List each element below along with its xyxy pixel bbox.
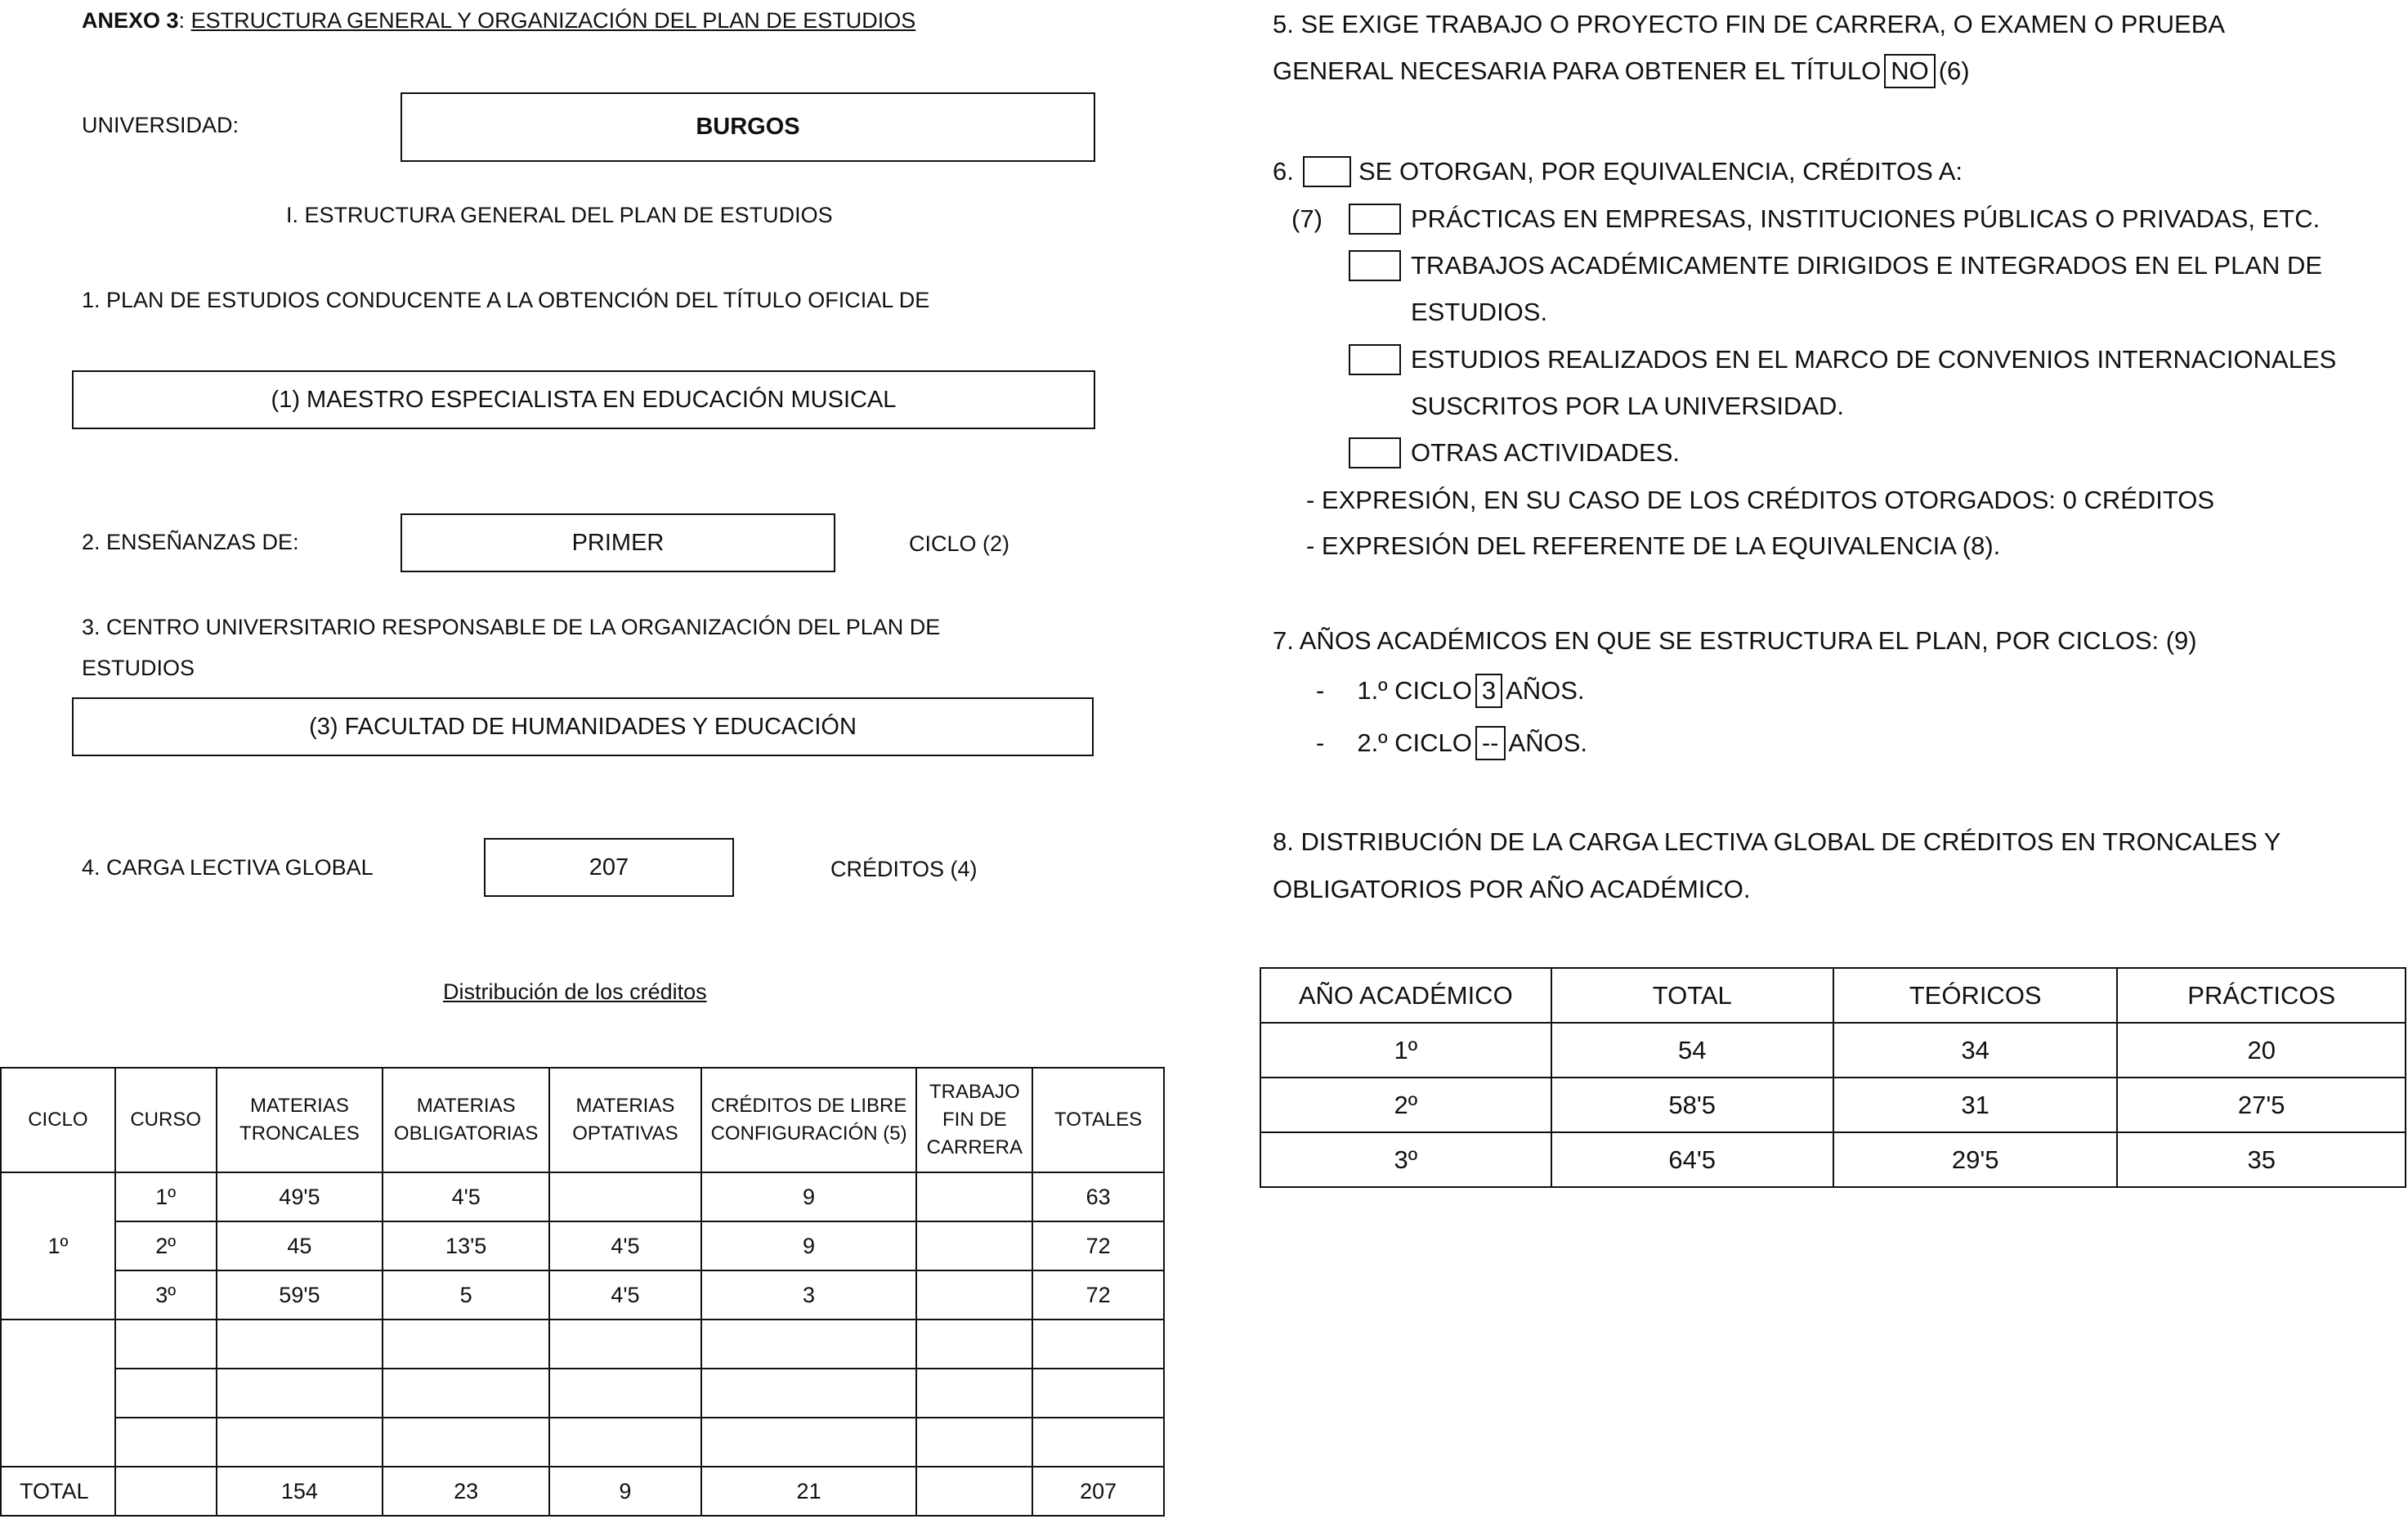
table-cell: 29'5 — [1833, 1132, 2118, 1187]
header-cell: MATERIAS OPTATIVAS — [549, 1068, 701, 1172]
table-row — [1260, 1023, 2406, 1078]
table-cell: 27'5 — [2117, 1078, 2406, 1132]
table-cell: 72 — [1032, 1221, 1164, 1270]
table-cell: 45 — [217, 1221, 383, 1270]
table-cell: 4'5 — [383, 1172, 549, 1221]
credits-header-row — [1, 1068, 1164, 1172]
header-cell: PRÁCTICOS — [2117, 968, 2406, 1023]
credits-table-caption: Distribución de los créditos — [443, 979, 707, 1004]
table-cell: 13'5 — [383, 1221, 549, 1270]
table-row — [1, 1270, 1164, 1320]
total-cell: 154 — [217, 1467, 383, 1516]
table-cell: 1º — [115, 1172, 217, 1221]
total-row — [1, 1467, 1164, 1516]
table-cell — [916, 1270, 1032, 1320]
item6-label: SE OTORGAN, POR EQUIVALENCIA, CRÉDITOS A: — [1358, 157, 1963, 186]
item1-title-value: (1) MAESTRO ESPECIALISTA EN EDUCACIÓN MUSICAL — [271, 386, 897, 413]
item2-value: PRIMER — [571, 529, 665, 556]
section-title: I. ESTRUCTURA GENERAL DEL PLAN DE ESTUDIOS — [286, 203, 833, 227]
item1-title-box — [72, 370, 1095, 429]
empty-row — [1, 1369, 1164, 1418]
item7-label: 7. AÑOS ACADÉMICOS EN QUE SE ESTRUCTURA EL PLAN, POR CICLOS: (9) — [1273, 626, 2197, 655]
total-cell: 207 — [1032, 1467, 1164, 1516]
item6-expr2: - EXPRESIÓN DEL REFERENTE DE LA EQUIVALENCIA (8). — [1306, 531, 2001, 560]
university-box — [401, 92, 1095, 162]
annex-colon: : — [178, 8, 186, 33]
header-cell: CRÉDITOS DE LIBRE CONFIGURACIÓN (5) — [701, 1068, 917, 1172]
table-cell: 72 — [1032, 1270, 1164, 1320]
item3-value: (3) FACULTAD DE HUMANIDADES Y EDUCACIÓN — [309, 713, 857, 740]
table-cell — [916, 1221, 1032, 1270]
item7-cycle2: - 2.º CICLO -- AÑOS. — [1316, 726, 1587, 760]
item7-cycle1: - 1.º CICLO 3 AÑOS. — [1316, 674, 1585, 708]
item5-line1: 5. SE EXIGE TRABAJO O PROYECTO FIN DE CARRERA, O EXAMEN O PRUEBA — [1273, 10, 2226, 38]
cycle2-years-box: -- — [1475, 726, 1506, 760]
header-cell: TRABAJO FIN DE CARRERA — [916, 1068, 1032, 1172]
total-cell: 23 — [383, 1467, 549, 1516]
item6-ref: (7) — [1291, 204, 1323, 233]
header-cell: AÑO ACADÉMICO — [1260, 968, 1551, 1023]
item3-label-line2: ESTUDIOS — [82, 656, 195, 680]
empty-cycle-cell — [1, 1320, 115, 1467]
annex-heading — [82, 8, 915, 34]
item8-line1: 8. DISTRIBUCIÓN DE LA CARGA LECTIVA GLOBAL DE CRÉDITOS EN TRONCALES Y — [1273, 827, 2281, 856]
table-cell: 4'5 — [549, 1221, 701, 1270]
table-cell: 9 — [701, 1172, 917, 1221]
table-cell: 64'5 — [1551, 1132, 1833, 1187]
item2-label: 2. ENSEÑANZAS DE: — [82, 530, 299, 554]
header-cell: TOTAL — [1551, 968, 1833, 1023]
opt4-label: OTRAS ACTIVIDADES. — [1411, 438, 1681, 467]
table-cell: 31 — [1833, 1078, 2118, 1132]
item1-label: 1. PLAN DE ESTUDIOS CONDUCENTE A LA OBTENCIÓN DEL TÍTULO OFICIAL DE — [82, 288, 930, 312]
header-cell: CICLO — [1, 1068, 115, 1172]
table-cell: 3 — [701, 1270, 917, 1320]
university-label: UNIVERSIDAD: — [82, 113, 239, 137]
cycle-cell: 1º — [1, 1172, 115, 1320]
table-cell — [549, 1172, 701, 1221]
total-cell — [916, 1467, 1032, 1516]
table-row — [1, 1172, 1164, 1221]
header-cell: CURSO — [115, 1068, 217, 1172]
table-cell: 58'5 — [1551, 1078, 1833, 1132]
opt2-checkbox — [1349, 250, 1401, 281]
opt3-label-line2: SUSCRITOS POR LA UNIVERSIDAD. — [1411, 392, 1844, 420]
item6-expr1: - EXPRESIÓN, EN SU CASO DE LOS CRÉDITOS OTORGADOS: 0 CRÉDITOS — [1306, 486, 2215, 514]
dist-header-row — [1260, 968, 2406, 1023]
table-cell: 49'5 — [217, 1172, 383, 1221]
credits-distribution-table — [0, 1067, 1165, 1517]
item6-number: 6. — [1273, 157, 1294, 186]
header-cell: TEÓRICOS — [1833, 968, 2118, 1023]
item5-line2: GENERAL NECESARIA PARA OBTENER EL TÍTULO NO (6) — [1273, 54, 1970, 88]
header-cell: MATERIAS OBLIGATORIAS — [383, 1068, 549, 1172]
item3-center-box — [72, 697, 1094, 756]
table-cell: 4'5 — [549, 1270, 701, 1320]
opt4-checkbox — [1349, 437, 1401, 468]
table-cell: 3º — [115, 1270, 217, 1320]
opt3-label-line1: ESTUDIOS REALIZADOS EN EL MARCO DE CONVENIOS INTERNACIONALES — [1411, 345, 2337, 374]
academic-year-distribution-table — [1260, 967, 2406, 1188]
annex-title: ESTRUCTURA GENERAL Y ORGANIZACIÓN DEL PLAN DE ESTUDIOS — [190, 8, 916, 33]
total-cell: 9 — [549, 1467, 701, 1516]
university-value: BURGOS — [696, 114, 800, 140]
table-row — [1, 1221, 1164, 1270]
table-cell: 3º — [1260, 1132, 1551, 1187]
header-cell: TOTALES — [1032, 1068, 1164, 1172]
table-cell: 2º — [115, 1221, 217, 1270]
opt1-checkbox — [1349, 204, 1401, 235]
table-cell: 2º — [1260, 1078, 1551, 1132]
opt2-label-line1: TRABAJOS ACADÉMICAMENTE DIRIGIDOS E INTEGRADOS EN EL PLAN DE — [1411, 251, 2323, 280]
table-cell: 59'5 — [217, 1270, 383, 1320]
cycle1-years-box: 3 — [1475, 674, 1502, 708]
item4-label: 4. CARGA LECTIVA GLOBAL — [82, 855, 374, 880]
table-cell — [916, 1172, 1032, 1221]
total-cell — [115, 1467, 217, 1516]
opt1-label: PRÁCTICAS EN EMPRESAS, INSTITUCIONES PÚBLICAS O PRIVADAS, ETC. — [1411, 204, 2321, 233]
empty-row — [1, 1418, 1164, 1467]
item3-label-line1: 3. CENTRO UNIVERSITARIO RESPONSABLE DE LA ORGANIZACIÓN DEL PLAN DE — [82, 615, 941, 639]
item4-suffix: CRÉDITOS (4) — [830, 857, 978, 881]
item6-checkbox — [1303, 156, 1351, 187]
empty-row — [1, 1320, 1164, 1369]
table-cell: 5 — [383, 1270, 549, 1320]
table-cell: 35 — [2117, 1132, 2406, 1187]
table-cell: 54 — [1551, 1023, 1833, 1078]
item2-cycle-box — [401, 513, 835, 572]
table-cell: 1º — [1260, 1023, 1551, 1078]
table-row — [1260, 1132, 2406, 1187]
item4-credits-box — [484, 838, 734, 897]
table-cell: 9 — [701, 1221, 917, 1270]
table-cell: 63 — [1032, 1172, 1164, 1221]
opt2-label-line2: ESTUDIOS. — [1411, 298, 1548, 326]
total-cell: TOTAL — [1, 1467, 115, 1516]
opt3-checkbox — [1349, 344, 1401, 375]
table-cell: 34 — [1833, 1023, 2118, 1078]
total-cell: 21 — [701, 1467, 917, 1516]
table-cell: 20 — [2117, 1023, 2406, 1078]
header-cell: MATERIAS TRONCALES — [217, 1068, 383, 1172]
item2-suffix: CICLO (2) — [909, 531, 1010, 556]
item5-answer-box: NO — [1884, 54, 1936, 88]
item4-value: 207 — [589, 854, 629, 880]
table-row — [1260, 1078, 2406, 1132]
item5-suffix: (6) — [1938, 56, 1970, 85]
annex-label: ANEXO 3 — [82, 8, 179, 33]
item8-line2: OBLIGATORIOS POR AÑO ACADÉMICO. — [1273, 875, 1751, 903]
